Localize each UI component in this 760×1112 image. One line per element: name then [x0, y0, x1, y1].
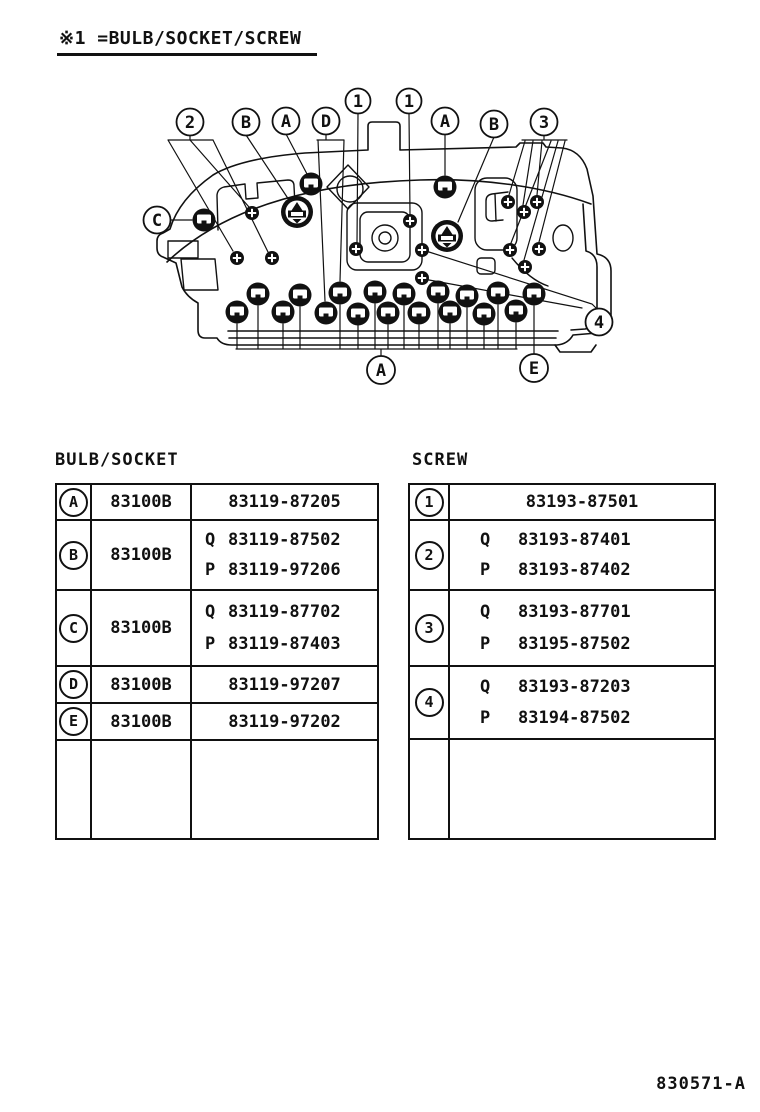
callout-a-right: [432, 108, 459, 135]
table-row-1: [410, 485, 714, 521]
screw-table: [408, 483, 716, 840]
part-number: 83193-87701: [518, 602, 631, 623]
table-row-c: [57, 591, 377, 667]
part-number: 83119-87205: [228, 492, 341, 512]
table-row-a: [57, 485, 377, 521]
part-line: [450, 634, 714, 654]
table-row-3: [410, 591, 714, 667]
svg-text:B: B: [488, 115, 500, 135]
callout-4: [586, 309, 613, 336]
part-line: [450, 677, 714, 697]
svg-text:A: A: [280, 112, 292, 132]
part-number: 83193-87402: [518, 559, 631, 580]
part-code: P: [480, 633, 491, 654]
part-name: 83100B: [92, 591, 192, 665]
callout-badge: B: [59, 541, 88, 570]
part-code: P: [480, 559, 491, 580]
callout-badge: 4: [415, 688, 444, 717]
callout-a-bottom: [367, 356, 395, 384]
callout-c: [144, 207, 171, 234]
part-line: [450, 530, 714, 550]
svg-text:A: A: [439, 112, 451, 132]
part-name: 83100B: [92, 485, 192, 519]
part-line: [450, 708, 714, 728]
callout-balloons: [144, 89, 613, 385]
part-name: 83100B: [92, 704, 192, 739]
part-line: [450, 602, 714, 622]
part-code: Q: [205, 602, 216, 623]
note-title: ※1 =BULB/SOCKET/SCREW: [57, 28, 317, 56]
svg-text:2: 2: [184, 113, 196, 133]
part-number: 83194-87502: [518, 707, 631, 728]
part-number: 83193-87501: [525, 492, 639, 512]
svg-text:C: C: [151, 211, 163, 231]
part-number: 83193-87203: [518, 677, 631, 698]
screw-icons: [230, 195, 546, 285]
bulb-socket-table-title: BULB/SOCKET: [55, 450, 179, 470]
table-row-empty: [57, 741, 377, 838]
part-line: [450, 560, 714, 580]
part-line: [192, 560, 377, 580]
table-row-empty: [410, 740, 714, 838]
callout-b-right: [481, 111, 508, 138]
callout-badge: E: [59, 707, 88, 736]
part-line: [192, 530, 377, 550]
table-row-b: [57, 521, 377, 591]
callout-badge: 2: [415, 541, 444, 570]
callout-badge: C: [59, 614, 88, 643]
callout-e-bottom: [520, 354, 548, 382]
svg-text:1: 1: [403, 92, 415, 112]
part-code: Q: [480, 602, 491, 623]
bulb-socket-table: [55, 483, 379, 840]
callout-a-left: [273, 108, 300, 135]
part-code: P: [480, 707, 491, 728]
part-line: [192, 634, 377, 654]
callout-badge: 1: [415, 488, 444, 517]
table-row-2: [410, 521, 714, 591]
callout-badge: 3: [415, 614, 444, 643]
table-row-d: [57, 667, 377, 704]
part-code: P: [205, 559, 216, 580]
part-code: P: [205, 633, 216, 654]
callout-1-left: [346, 89, 371, 114]
part-name: 83100B: [92, 521, 192, 589]
part-number: 83119-97207: [228, 674, 341, 695]
part-number: 83119-87403: [228, 633, 341, 654]
callout-badge: D: [59, 670, 88, 699]
svg-text:1: 1: [352, 92, 364, 112]
part-number: 83119-97206: [228, 559, 341, 580]
part-number: 83195-87502: [518, 633, 631, 654]
part-code: Q: [480, 677, 491, 698]
svg-text:A: A: [375, 361, 387, 381]
callout-b-left: [233, 109, 260, 136]
callout-1-right: [397, 89, 422, 114]
part-code: Q: [480, 530, 491, 551]
part-number: 83119-97202: [228, 711, 341, 732]
part-number: 83193-87401: [518, 530, 631, 551]
part-number: 83119-87702: [228, 602, 341, 623]
page-code: 830571-A: [656, 1074, 746, 1094]
svg-text:3: 3: [538, 113, 550, 133]
part-code: Q: [205, 530, 216, 551]
callout-badge: A: [59, 488, 88, 517]
svg-text:E: E: [528, 359, 540, 379]
callout-3: [531, 109, 558, 136]
callout-2: [177, 109, 204, 136]
part-number: 83119-87502: [228, 530, 341, 551]
table-row-e: [57, 704, 377, 741]
callout-d: [313, 108, 340, 135]
svg-text:D: D: [320, 112, 332, 132]
part-line: [192, 602, 377, 622]
table-row-4: [410, 667, 714, 740]
instrument-cluster-rear-diagram: [0, 0, 760, 430]
svg-text:B: B: [240, 113, 252, 133]
screw-table-title: SCREW: [412, 450, 469, 470]
svg-text:4: 4: [593, 313, 605, 333]
part-name: 83100B: [92, 667, 192, 702]
